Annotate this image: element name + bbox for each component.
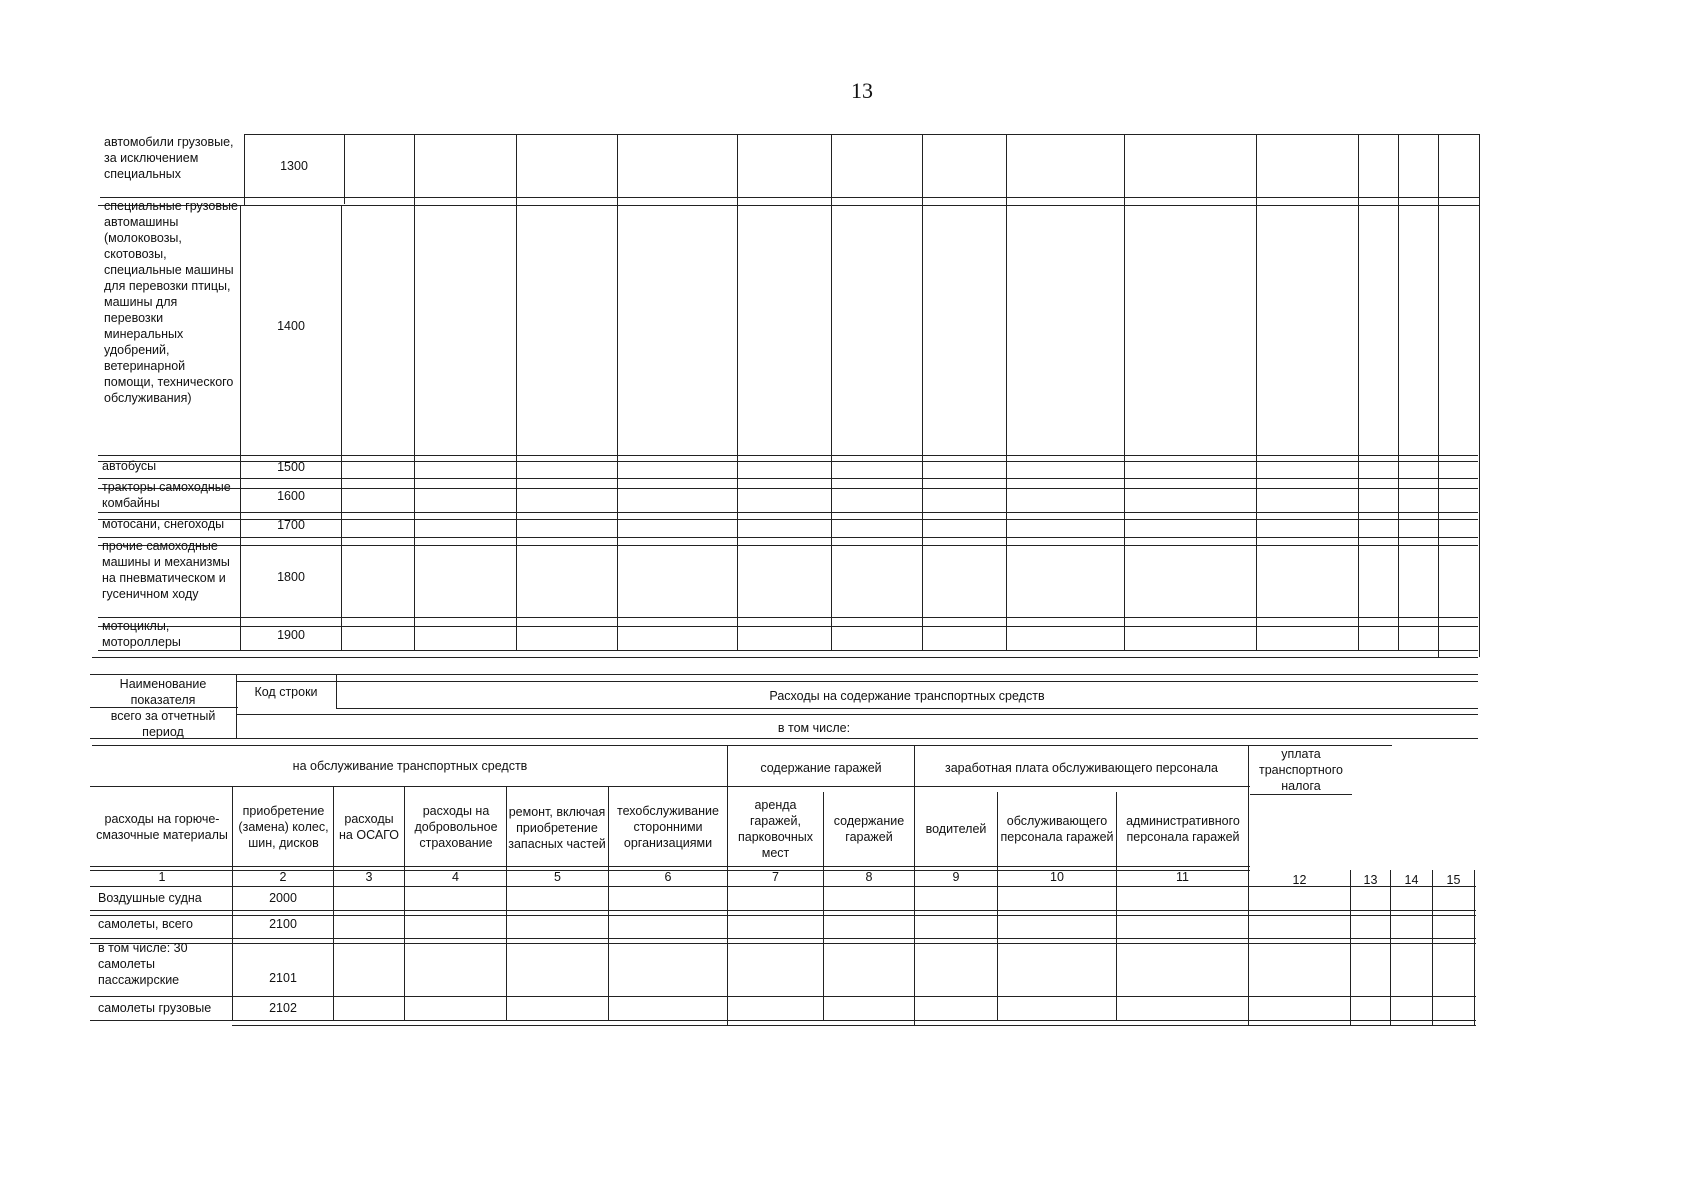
row-name: специальные грузовые автомашины (молоковозы, скотовозы, специальные машины для перевозки птицы, машины для перевозки минеральных удобрений, ветеринарной помощи, технического обслуживания) <box>104 199 238 405</box>
column-number: 11 <box>1176 870 1189 884</box>
group-garages-header: содержание гаражей <box>760 761 882 775</box>
row-code: 2101 <box>269 971 297 985</box>
subheader: расходы на ОСАГО <box>339 812 399 842</box>
column-number: 10 <box>1050 870 1064 884</box>
row-code: 1700 <box>277 518 305 532</box>
row-name: самолеты грузовые <box>98 1001 212 1015</box>
row-code: 1600 <box>277 489 305 503</box>
including-label: в том числе: <box>777 721 851 735</box>
row-name: мотоциклы, мотороллеры <box>102 619 181 649</box>
row-code: 1800 <box>277 570 305 584</box>
row-code: 2100 <box>269 917 297 931</box>
row-name: в том числе: 30 самолеты пассажирские <box>98 941 188 987</box>
subheader: водителей <box>925 822 987 836</box>
row-code: 1500 <box>277 460 305 474</box>
subheader: аренда гаражей, парковочных мест <box>737 798 814 860</box>
row-name: мотосани, снегоходы <box>102 517 225 531</box>
row-code: 2102 <box>269 1001 297 1015</box>
subheader: обслуживающего персонала гаражей <box>1000 814 1114 844</box>
row-name: автомобили грузовые, за исключением специальных <box>104 135 234 181</box>
group-tax-header: уплата транспортного налога <box>1259 747 1343 793</box>
column-number: 3 <box>365 870 373 884</box>
row-name: самолеты, всего <box>98 917 193 931</box>
row-code: 1300 <box>280 159 308 173</box>
subheader: ремонт, включая приобретение запасных частей <box>508 805 606 851</box>
column-number: 12 <box>1292 873 1307 887</box>
column-number: 14 <box>1404 873 1419 887</box>
row-name: тракторы самоходные комбайны <box>102 480 231 510</box>
subheader: расходы на горюче-смазочные материалы <box>96 812 228 842</box>
group-salary-header: заработная плата обслуживающего персонала <box>945 761 1218 775</box>
subheader: расходы на добровольное страхование <box>414 804 498 850</box>
column-number: 5 <box>554 870 561 884</box>
column-number: 4 <box>452 870 459 884</box>
page-number: 13 <box>851 78 873 103</box>
row-code: 1400 <box>277 319 305 333</box>
subheader: административного персонала гаражей <box>1126 814 1240 844</box>
row-name: прочие самоходные машины и механизмы на пневматическом и гусеничном ходу <box>102 539 230 601</box>
column-number: 13 <box>1363 873 1378 887</box>
subheader: приобретение (замена) колес, шин, дисков <box>238 804 329 850</box>
row-code: 2000 <box>269 891 297 905</box>
row-name: Воздушные судна <box>98 891 202 905</box>
indicator-name-header: Наименование показателя <box>119 677 207 707</box>
expenses-title: Расходы на содержание транспортных средств <box>769 689 1045 703</box>
column-number: 1 <box>158 870 166 884</box>
column-number: 6 <box>664 870 672 884</box>
column-number: 9 <box>952 870 960 884</box>
column-number: 15 <box>1446 873 1461 887</box>
column-number: 8 <box>865 870 873 884</box>
subheader: содержание гаражей <box>833 814 905 844</box>
row-code-header: Код строки <box>254 685 318 699</box>
group-service-header: на обслуживание транспортных средств <box>292 759 528 773</box>
subheader: техобслуживание сторонними организациями <box>617 804 719 850</box>
total-period-header: всего за отчетный период <box>110 709 216 739</box>
row-code: 1900 <box>277 628 305 642</box>
column-number: 7 <box>772 870 779 884</box>
column-number: 2 <box>279 870 287 884</box>
row-name: автобусы <box>102 459 157 473</box>
